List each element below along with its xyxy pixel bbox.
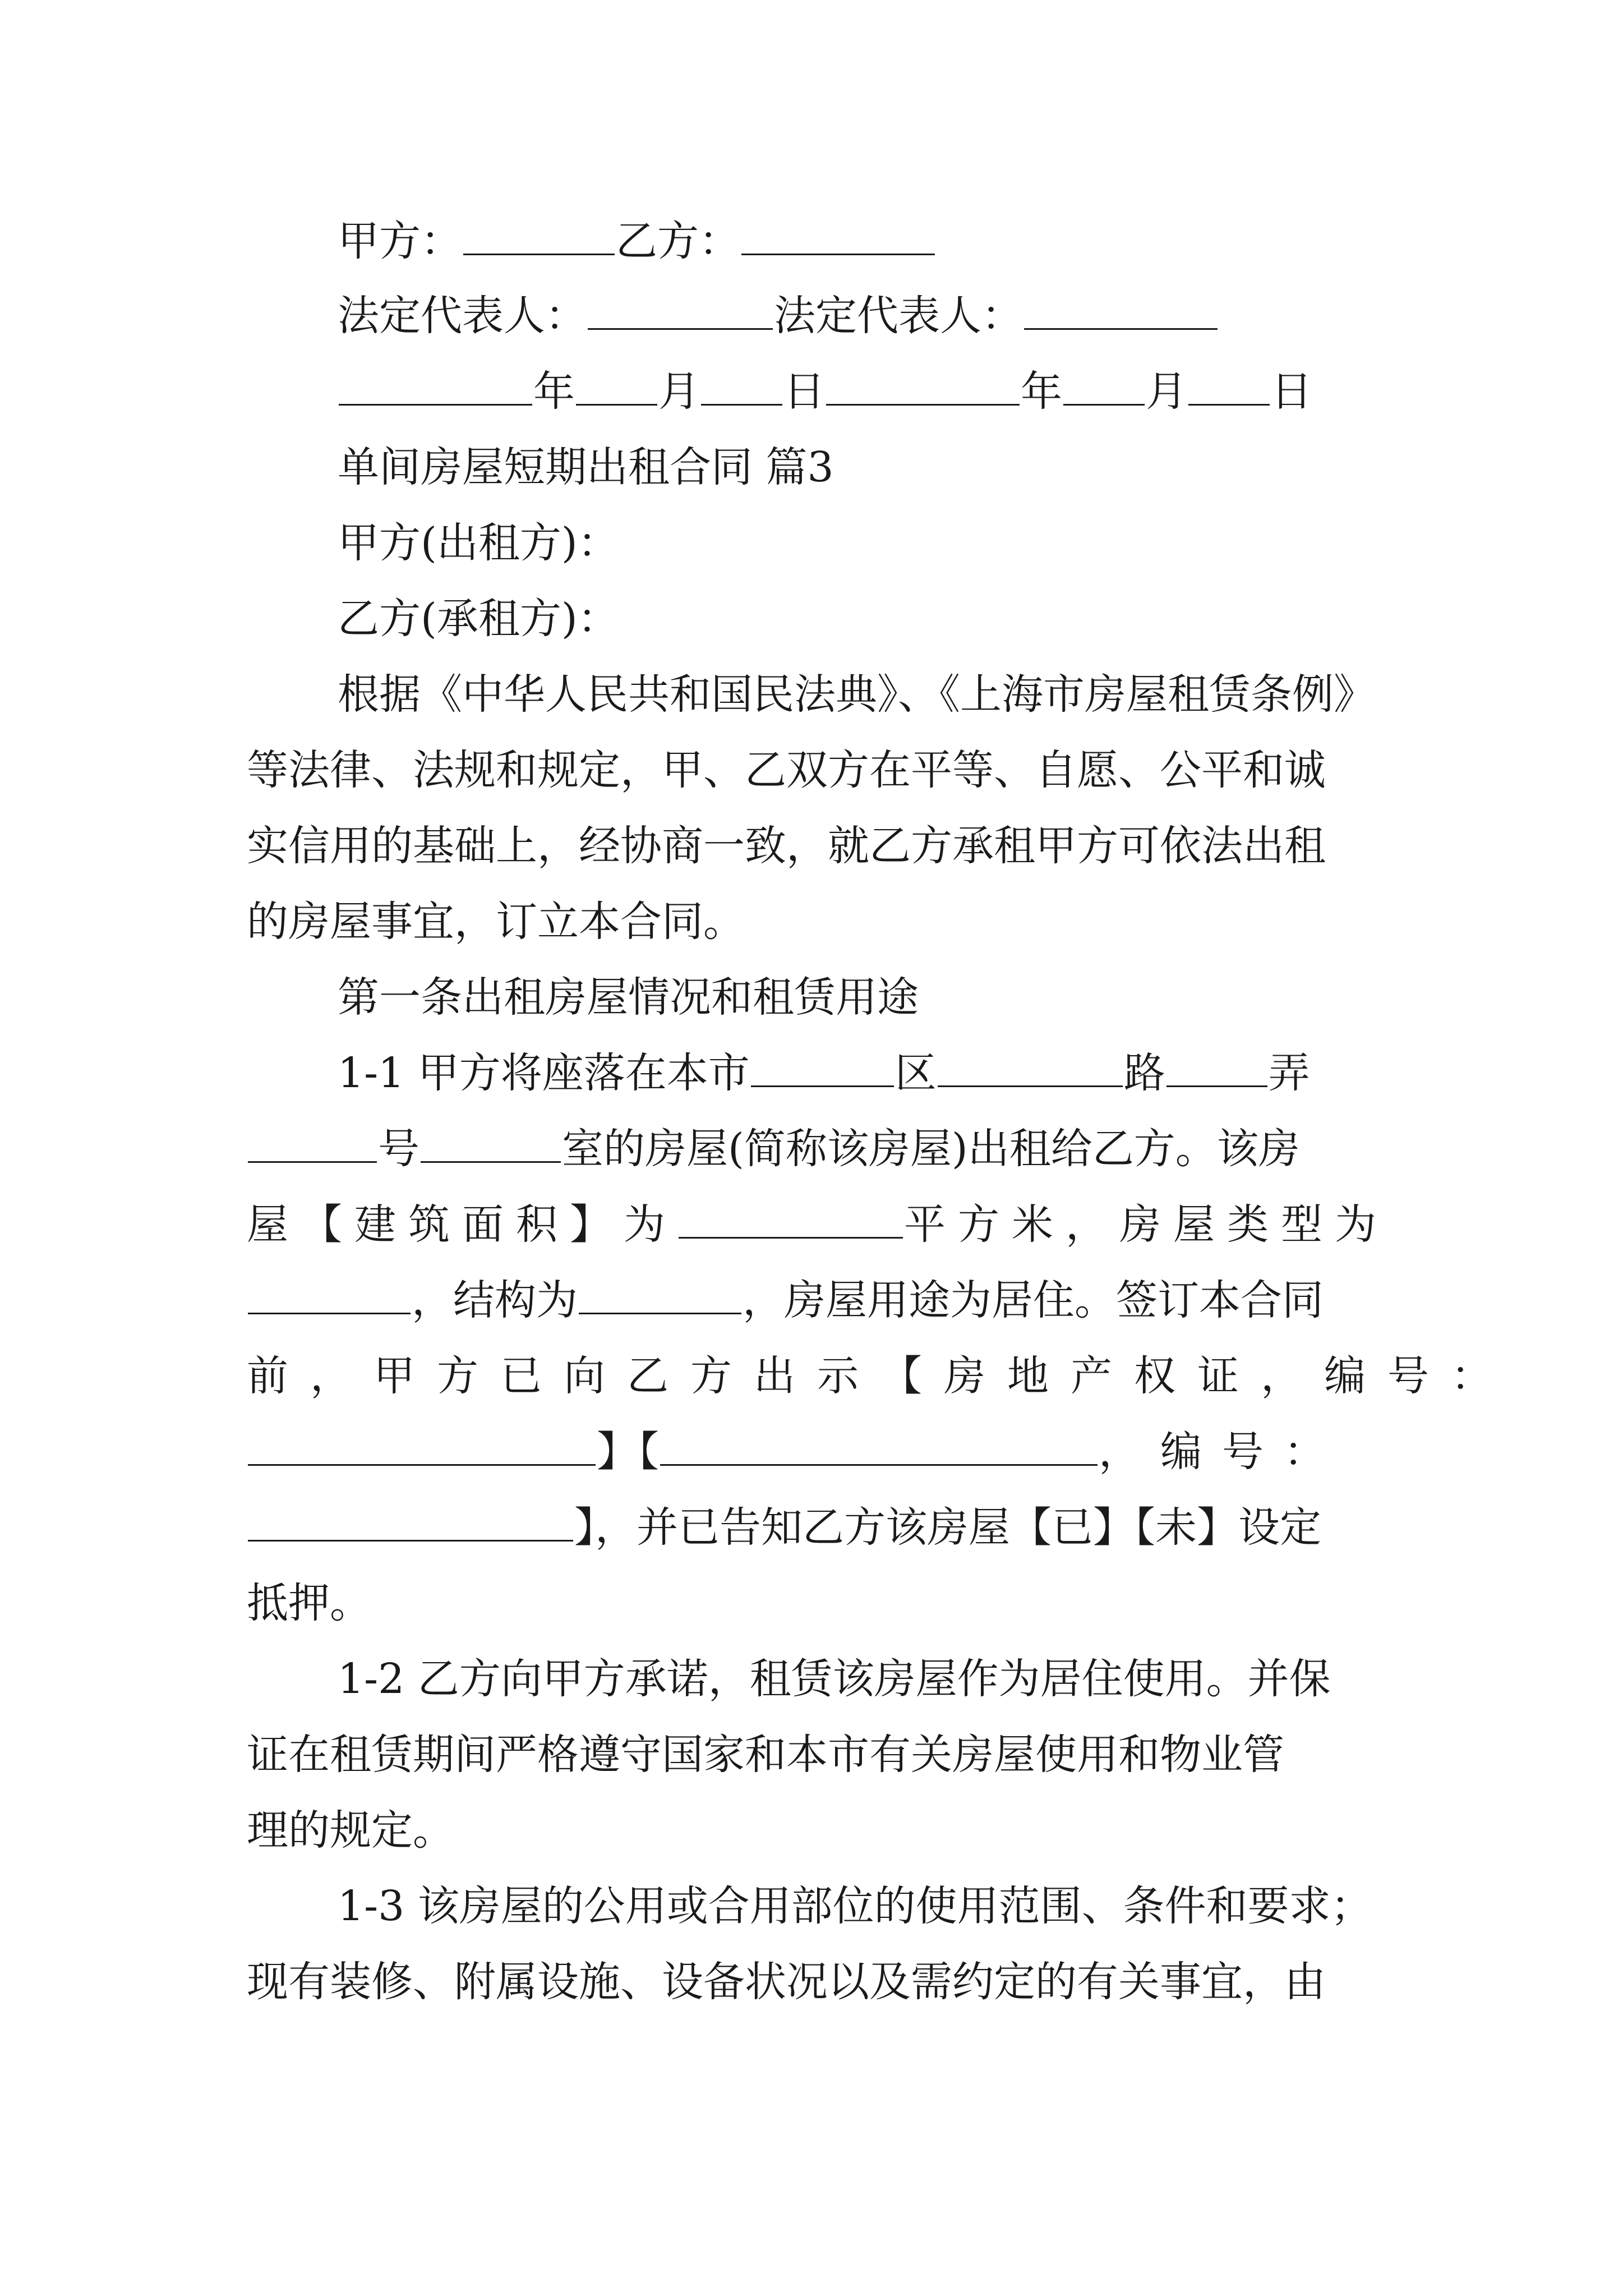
party-a-blank[interactable]: [463, 214, 615, 255]
clause-text: ，房屋用途为居住。签订本合同: [743, 1276, 1324, 1324]
clause-text: 屋【建筑面积】为: [247, 1200, 677, 1249]
preamble-line: 的房屋事宜，订立本合同。: [247, 898, 745, 946]
other-certificate-blank[interactable]: [660, 1425, 1098, 1466]
clause-1-2-line: 1-2 乙方向甲方承诺，租赁该房屋作为居住使用。并保: [338, 1655, 1331, 1703]
clause-1-1-line: [247, 1121, 1385, 1177]
preamble-line: 实信用的基础上，经协商一致，就乙方承租甲方可依法出租: [247, 822, 1326, 870]
preamble-line: 根据《中华人民共和国民法典》、《上海市房屋租赁条例》: [338, 670, 1375, 719]
clause-text: 室的房屋(简称该房屋)出租给乙方。该房: [562, 1125, 1300, 1173]
clause-text: ，编号：: [1099, 1428, 1345, 1476]
clause-1-1-line: [247, 1197, 1389, 1253]
structure-blank[interactable]: [579, 1273, 741, 1314]
clause-1-1-line: [338, 1045, 1385, 1101]
clause-1-1-line: [247, 1348, 1514, 1404]
month-label: 月: [658, 367, 700, 416]
clause-text: 平方米，房屋类型为: [904, 1200, 1389, 1249]
year-label: 年: [1021, 367, 1062, 416]
clause-1-3-line: 现有装修、附属设施、设备状况以及需约定的有关事宜，由: [247, 1958, 1326, 2006]
date-a-day-blank[interactable]: [701, 365, 782, 406]
day-label: 日: [783, 367, 825, 416]
article-1-title: 第一条出租房屋情况和租赁用途: [338, 973, 919, 1022]
date-b-year-blank[interactable]: [826, 365, 1020, 406]
signature-rep-line: [338, 288, 1385, 344]
number-blank[interactable]: [248, 1122, 377, 1163]
day-label: 日: [1271, 367, 1312, 416]
clause-1-1-line: [247, 1272, 1385, 1328]
lessor-line: 甲方(出租方)：: [338, 519, 619, 567]
clause-1-3-line: 1-3 该房屋的公用或合用部位的使用范围、条件和要求；: [338, 1882, 1372, 1930]
lessee-line: 乙方(承租方)：: [338, 595, 619, 643]
signature-party-line: [338, 213, 1385, 269]
road-blank[interactable]: [938, 1046, 1123, 1087]
date-a-year-blank[interactable]: [339, 365, 532, 406]
area-blank[interactable]: [679, 1198, 903, 1239]
section-heading: 单间房屋短期出租合同 篇3: [338, 443, 834, 491]
rep-a-label: 法定代表人：: [338, 292, 587, 340]
clause-text: 号: [378, 1125, 419, 1173]
clause-1-2-line: 证在租赁期间严格遵守国家和本市有关房屋使用和物业管: [247, 1731, 1284, 1779]
room-blank[interactable]: [421, 1122, 561, 1163]
clause-text: 弄: [1268, 1049, 1310, 1097]
clause-text: 1-1 甲方将座落在本市: [338, 1049, 750, 1097]
preamble-line: 等法律、法规和规定，甲、乙双方在平等、自愿、公平和诚: [247, 746, 1326, 794]
rep-a-blank[interactable]: [588, 289, 773, 330]
month-label: 月: [1146, 367, 1187, 416]
clause-text: 前，甲方已向乙方出示【房地产权证，编号：: [247, 1352, 1514, 1400]
rep-b-label: 法定代表人：: [774, 292, 1023, 340]
year-label: 年: [533, 367, 575, 416]
house-type-blank[interactable]: [248, 1273, 411, 1314]
clause-text: 区: [895, 1049, 937, 1097]
clause-text: 】【: [597, 1428, 659, 1476]
clause-text: ，结构为: [412, 1276, 578, 1324]
party-b-label: 乙方：: [616, 217, 740, 265]
rep-b-blank[interactable]: [1024, 289, 1218, 330]
date-b-month-blank[interactable]: [1063, 365, 1145, 406]
district-blank[interactable]: [751, 1046, 894, 1087]
clause-text: 路: [1123, 1049, 1165, 1097]
party-a-label: 甲方：: [338, 217, 462, 265]
deed-number-blank[interactable]: [248, 1425, 596, 1466]
party-b-blank[interactable]: [741, 214, 935, 255]
date-b-day-blank[interactable]: [1188, 365, 1270, 406]
clause-1-1-line: [247, 1499, 1385, 1556]
date-a-month-blank[interactable]: [576, 365, 657, 406]
signature-date-line: [338, 364, 1385, 420]
clause-1-2-line: 理的规定。: [247, 1806, 454, 1855]
certificate-number-blank[interactable]: [248, 1501, 573, 1542]
lane-blank[interactable]: [1166, 1046, 1267, 1087]
clause-1-1-line: [247, 1424, 1385, 1480]
clause-1-1-line: 抵押。: [247, 1579, 371, 1627]
clause-text: 】，并已告知乙方该房屋【已】【未】设定: [574, 1503, 1321, 1552]
